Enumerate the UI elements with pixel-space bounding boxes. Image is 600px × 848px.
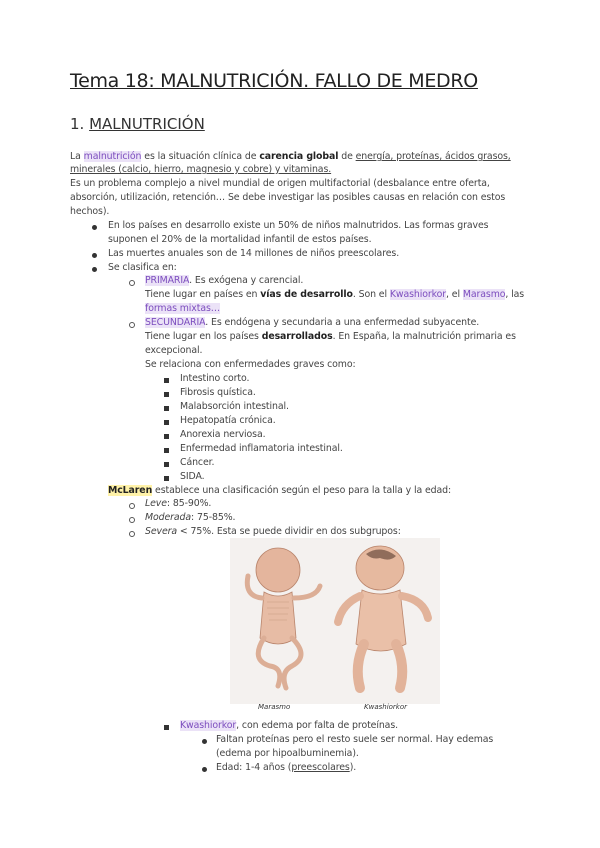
disease-item: Intestino corto. xyxy=(180,373,250,384)
intro-line-3: Es un problema complejo a nivel mundial de origen multifactorial (desbalance entre oferta, xyxy=(70,178,490,189)
text-run: . Son el xyxy=(352,289,390,300)
section-heading xyxy=(70,115,205,133)
bullet-dot xyxy=(92,225,97,230)
disease-item: Hepatopatía crónica. xyxy=(180,415,276,426)
disease-item: Cáncer. xyxy=(180,457,215,468)
text-run: establece una clasificación según el peso para la talla y la edad: xyxy=(152,485,452,496)
intro-line-4: absorción, utilización, retención… Se debe investigar las posibles causas en relación con estos xyxy=(70,192,506,203)
value-moderada: : 75-85%. xyxy=(191,512,236,523)
value-severa: < 75%. Esta se puede dividir en dos subgrupos: xyxy=(177,526,401,537)
primaria-line-2 xyxy=(145,288,524,302)
kwashiorkor-sub-1-line-2: (edema por hipoalbuminemia). xyxy=(216,748,359,759)
text-run: es la situación clínica de xyxy=(141,151,260,162)
disease-item: Anorexia nerviosa. xyxy=(180,429,266,440)
underlined-text: preescolares xyxy=(291,762,350,773)
bullet-square xyxy=(164,462,169,467)
disease-item: Fibrosis quística. xyxy=(180,387,256,398)
bullet-square xyxy=(164,725,169,730)
term-marasmo: Marasmo xyxy=(462,289,506,300)
kwashiorkor-line xyxy=(180,719,398,733)
bullet-3: Se clasifica en: xyxy=(108,262,177,273)
text-run: ). xyxy=(349,762,357,773)
disease-item: Malabsorción intestinal. xyxy=(180,401,289,412)
text-run: . En España, la malnutrición primaria es xyxy=(332,331,516,342)
label-severa: Severa xyxy=(145,526,178,537)
section-number: 1. xyxy=(70,115,85,133)
primaria-line-3 xyxy=(145,302,220,316)
bullet-square xyxy=(164,448,169,453)
primaria-line-1 xyxy=(145,274,303,288)
text-run: de xyxy=(338,151,356,162)
intro-line-5: hechos). xyxy=(70,206,110,217)
label-moderada: Moderada xyxy=(145,512,192,523)
mclaren-line xyxy=(108,484,451,498)
secundaria-line-4: Se relaciona con enfermedades graves como: xyxy=(145,359,356,370)
label-leve: Leve xyxy=(145,498,167,509)
term-desarrollados: desarrollados xyxy=(261,331,333,342)
term-malnutricion: malnutrición xyxy=(83,151,142,162)
text-run: , las xyxy=(505,289,525,300)
caption-marasmo: Marasmo xyxy=(258,703,291,711)
bullet-1-line-2: suponen el 20% de la mortalidad infantil de estos países. xyxy=(108,234,372,245)
intro-line-2: minerales (calcio, hierro, magnesio y cobre) y vitaminas. xyxy=(70,164,332,175)
mclaren-moderada xyxy=(145,511,235,525)
bullet-circle xyxy=(129,517,135,523)
intro-line-1 xyxy=(70,150,511,164)
caption-kwashiorkor: Kwashiorkor xyxy=(364,703,408,711)
bullet-square xyxy=(164,392,169,397)
malnutrition-figure xyxy=(230,538,440,704)
kwashiorkor-sub-2 xyxy=(216,761,356,775)
kwashiorkor-infant-illustration xyxy=(338,546,428,688)
term-carencia-global: carencia global xyxy=(259,151,339,162)
text-run: , el xyxy=(446,289,463,300)
text-run: Tiene lugar en países en xyxy=(145,289,261,300)
kwashiorkor-sub-1-line-1: Faltan proteínas pero el resto suele ser normal. Hay edemas xyxy=(216,734,494,745)
bullet-square xyxy=(164,476,169,481)
bullet-square xyxy=(164,420,169,425)
page-title: Tema 18: MALNUTRICIÓN. FALLO DE MEDRO xyxy=(70,70,478,92)
text-run: , con edema por falta de proteínas. xyxy=(236,720,398,731)
bullet-dot xyxy=(92,253,97,258)
term-kwashiorkor: Kwashiorkor xyxy=(180,720,237,731)
text-run: La xyxy=(70,151,84,162)
text-run: Tiene lugar en los países xyxy=(145,331,262,342)
bullet-circle xyxy=(129,280,135,286)
bullet-dot xyxy=(92,267,97,272)
term-primaria: PRIMARIA xyxy=(145,275,190,286)
text-run: . Es exógena y carencial. xyxy=(189,275,304,286)
section-label: MALNUTRICIÓN xyxy=(89,115,205,133)
marasmus-infant-illustration xyxy=(247,548,320,688)
text-run: Edad: 1-4 años ( xyxy=(216,762,292,773)
value-leve: : 85-90%. xyxy=(166,498,212,509)
bullet-2: Las muertes anuales son de 14 millones de niños preescolares. xyxy=(108,248,400,259)
secundaria-line-2 xyxy=(145,330,516,344)
bullet-square xyxy=(164,378,169,383)
bullet-dot xyxy=(202,767,207,772)
term-secundaria: SECUNDARIA xyxy=(145,317,206,328)
bullet-circle xyxy=(129,322,135,328)
term-formas-mixtas: formas mixtas… xyxy=(145,303,221,314)
bullet-square xyxy=(164,406,169,411)
disease-item: SIDA. xyxy=(180,471,205,482)
secundaria-line-3: excepcional. xyxy=(145,345,203,356)
term-kwashiorkor: Kwashiorkor xyxy=(389,289,447,300)
term-mclaren: McLaren xyxy=(108,485,153,496)
text-run: . Es endógena y secundaria a una enfermedad subyacente. xyxy=(205,317,480,328)
bullet-circle xyxy=(129,531,135,537)
mclaren-leve xyxy=(145,497,211,511)
bullet-dot xyxy=(202,739,207,744)
mclaren-severa xyxy=(145,525,401,539)
bullet-square xyxy=(164,434,169,439)
underlined-text: energía, proteínas, ácidos grasos, xyxy=(355,151,511,162)
bullet-circle xyxy=(129,503,135,509)
disease-item: Enfermedad inflamatoria intestinal. xyxy=(180,443,343,454)
term-vias-desarrollo: vías de desarrollo xyxy=(260,289,353,300)
secundaria-line-1 xyxy=(145,316,479,330)
infants-illustration xyxy=(230,538,440,704)
bullet-1-line-1: En los países en desarrollo existe un 50% de niños malnutridos. Las formas graves xyxy=(108,220,489,231)
